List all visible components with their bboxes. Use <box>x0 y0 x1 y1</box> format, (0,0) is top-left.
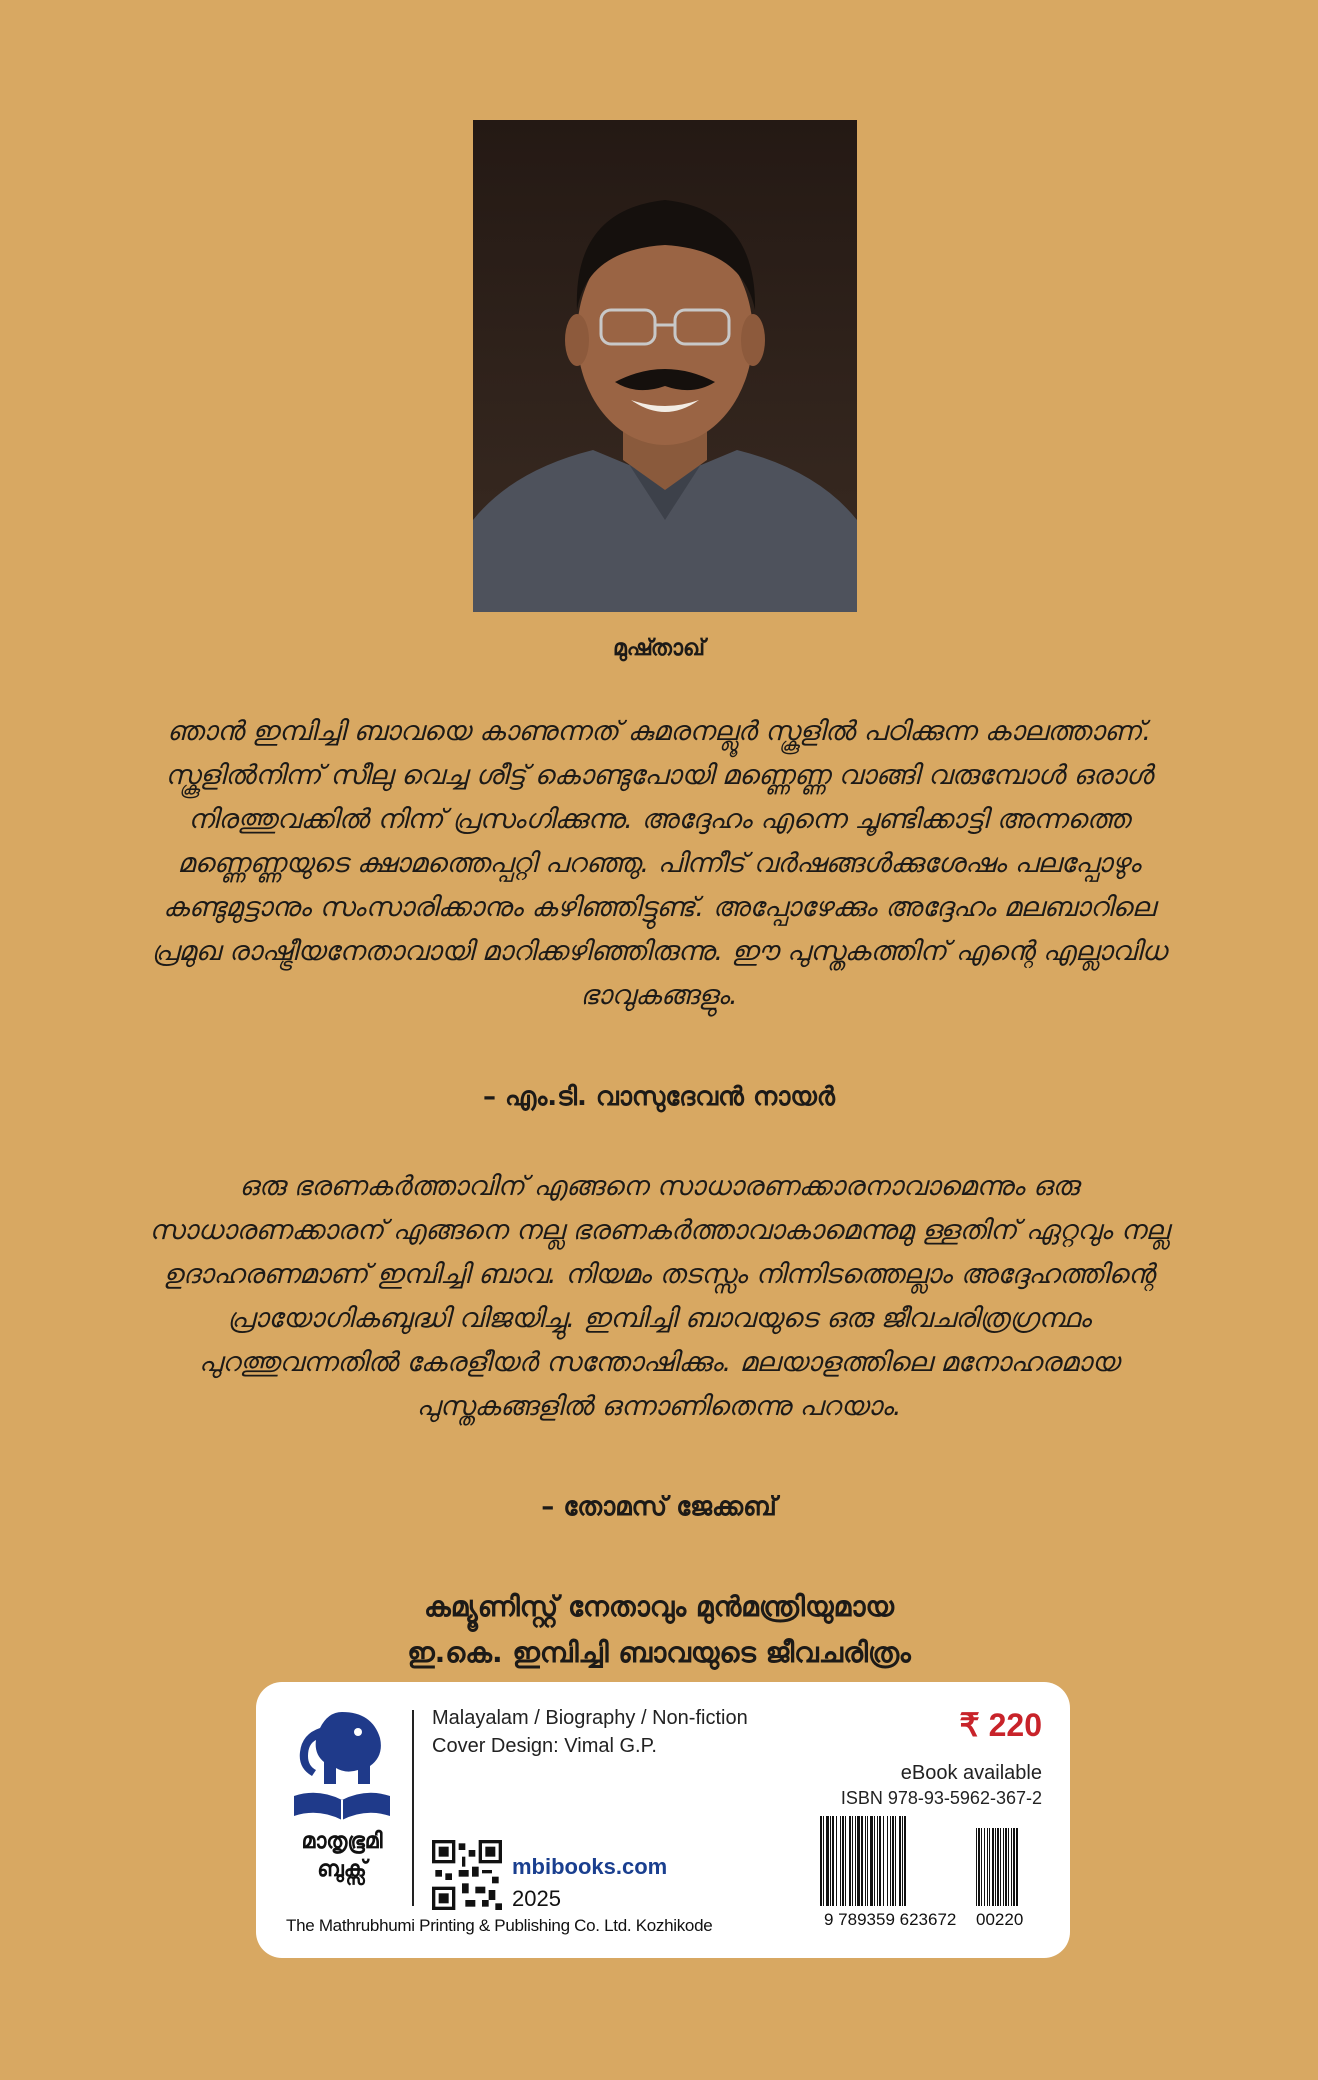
website-link[interactable]: mbibooks.com <box>512 1854 668 1879</box>
subtitle-line: ഇ.കെ. ഇമ്പിച്ചി ബാവയുടെ ജീവചരിത്രം <box>407 1636 911 1669</box>
ebook-availability: eBook available <box>900 1762 1042 1784</box>
book-meta <box>432 1704 748 1760</box>
price-label: ₹ 220 <box>959 1707 1042 1743</box>
isbn-number: ISBN 978-93-5962-367-2 <box>840 1788 1042 1808</box>
book-subtitle <box>0 1584 1318 1676</box>
logo-text-line: മാതൃഭൂമി <box>301 1829 383 1854</box>
barcode-addon-number: 00220 <box>976 1910 1024 1929</box>
publication-year: 2025 <box>512 1886 561 1911</box>
logo-text-line: ബുക്സ് <box>317 1857 367 1882</box>
author-caption: മുഷ്താഖ് <box>612 636 706 661</box>
quote-text: ഞാൻ ഇമ്പിച്ചി ബാവയെ കാണുന്നത് കുമരനല്ലൂർ സ്കൂളിൽ പഠിക്കുന്ന കാലത്താണ്. സ്കൂളിൽനിന്ന് സീലു വെച്ച ശീട്ട് കൊണ്ടുപോയി മണ്ണെണ്ണ വാങ്ങി വരുമ്പോൾ ഒരാൾ നിരത്തുവക്കിൽ നിന്ന് പ്രസംഗിക്കുന്നു. അദ്ദേഹം എന്നെ ചൂണ്ടിക്കാട്ടി അന്നത്തെ മണ്ണെണ്ണയുടെ ക്ഷാമത്തെപ്പറ്റി പറഞ്ഞു. പിന്നീട് വർഷങ്ങൾക്കുശേഷം പലപ്പോഴും കണ്ടുമുട്ടാനും സംസാരിക്കാനും കഴിഞ്ഞിട്ടുണ്ട്. അപ്പോഴേക്കും അദ്ദേഹം മലബാറിലെ പ്രമുഖ രാഷ്ട്രീയനേതാവായി മാറിക്കഴിഞ്ഞിരുന്നു. ഈ പുസ്തകത്തിന് എന്റെ എല്ലാവിധ ഭാവുകങ്ങളും. <box>151 716 1167 1011</box>
publisher-logo <box>286 1704 398 1884</box>
barcode-icon <box>818 1816 1048 1906</box>
quote-attribution: – തോമസ് ജേക്കബ് <box>541 1492 777 1522</box>
quote-text: ഒരു ഭരണകർത്താവിന് എങ്ങനെ സാധാരണക്കാരനാവാമെന്നും ഒരു സാധാരണക്കാരന് എങ്ങനെ നല്ല ഭരണകർത്താവാകാമെന്നുമു ള്ളതിന് ഏറ്റവും നല്ല ഉദാഹരണമാണ് ഇമ്പിച്ചി ബാവ. നിയമം തടസ്സം നിന്നിടത്തെല്ലാം അദ്ദേഹത്തിന്റെ പ്രായോഗികബുദ്ധി വിജയിച്ചു. ഇമ്പിച്ചി ബാവയുടെ ഒരു ജീവചരിത്രഗ്രന്ഥം പുറത്തുവന്നതിൽ കേരളീയർ സന്തോഷിക്കും. മലയാളത്തിലെ മനോഹരമായ പുസ്തകങ്ങളിൽ ഒന്നാണിതെന്നു പറയാം. <box>149 1171 1169 1422</box>
subtitle-line: കമ്യൂണിസ്റ്റ് നേതാവും മുൻമന്ത്രിയുമായ <box>424 1590 894 1623</box>
author-portrait-illustration <box>473 120 857 612</box>
barcode-number: 9 789359 623672 <box>824 1910 957 1929</box>
logo-text <box>286 1828 398 1884</box>
book-category: Malayalam / Biography / Non-fiction <box>432 1707 748 1729</box>
publisher-panel <box>256 1682 1070 1958</box>
elephant-book-icon <box>286 1704 398 1824</box>
divider <box>412 1710 414 1906</box>
qr-code-icon <box>432 1840 502 1910</box>
cover-design-credit: Cover Design: Vimal G.P. <box>432 1735 657 1757</box>
author-photo <box>473 120 857 612</box>
quote-attribution: – എം.ടി. വാസുദേവൻ നായർ <box>482 1082 836 1112</box>
publisher-name: The Mathrubhumi Printing & Publishing Co. Ltd. Kozhikode <box>286 1916 713 1935</box>
